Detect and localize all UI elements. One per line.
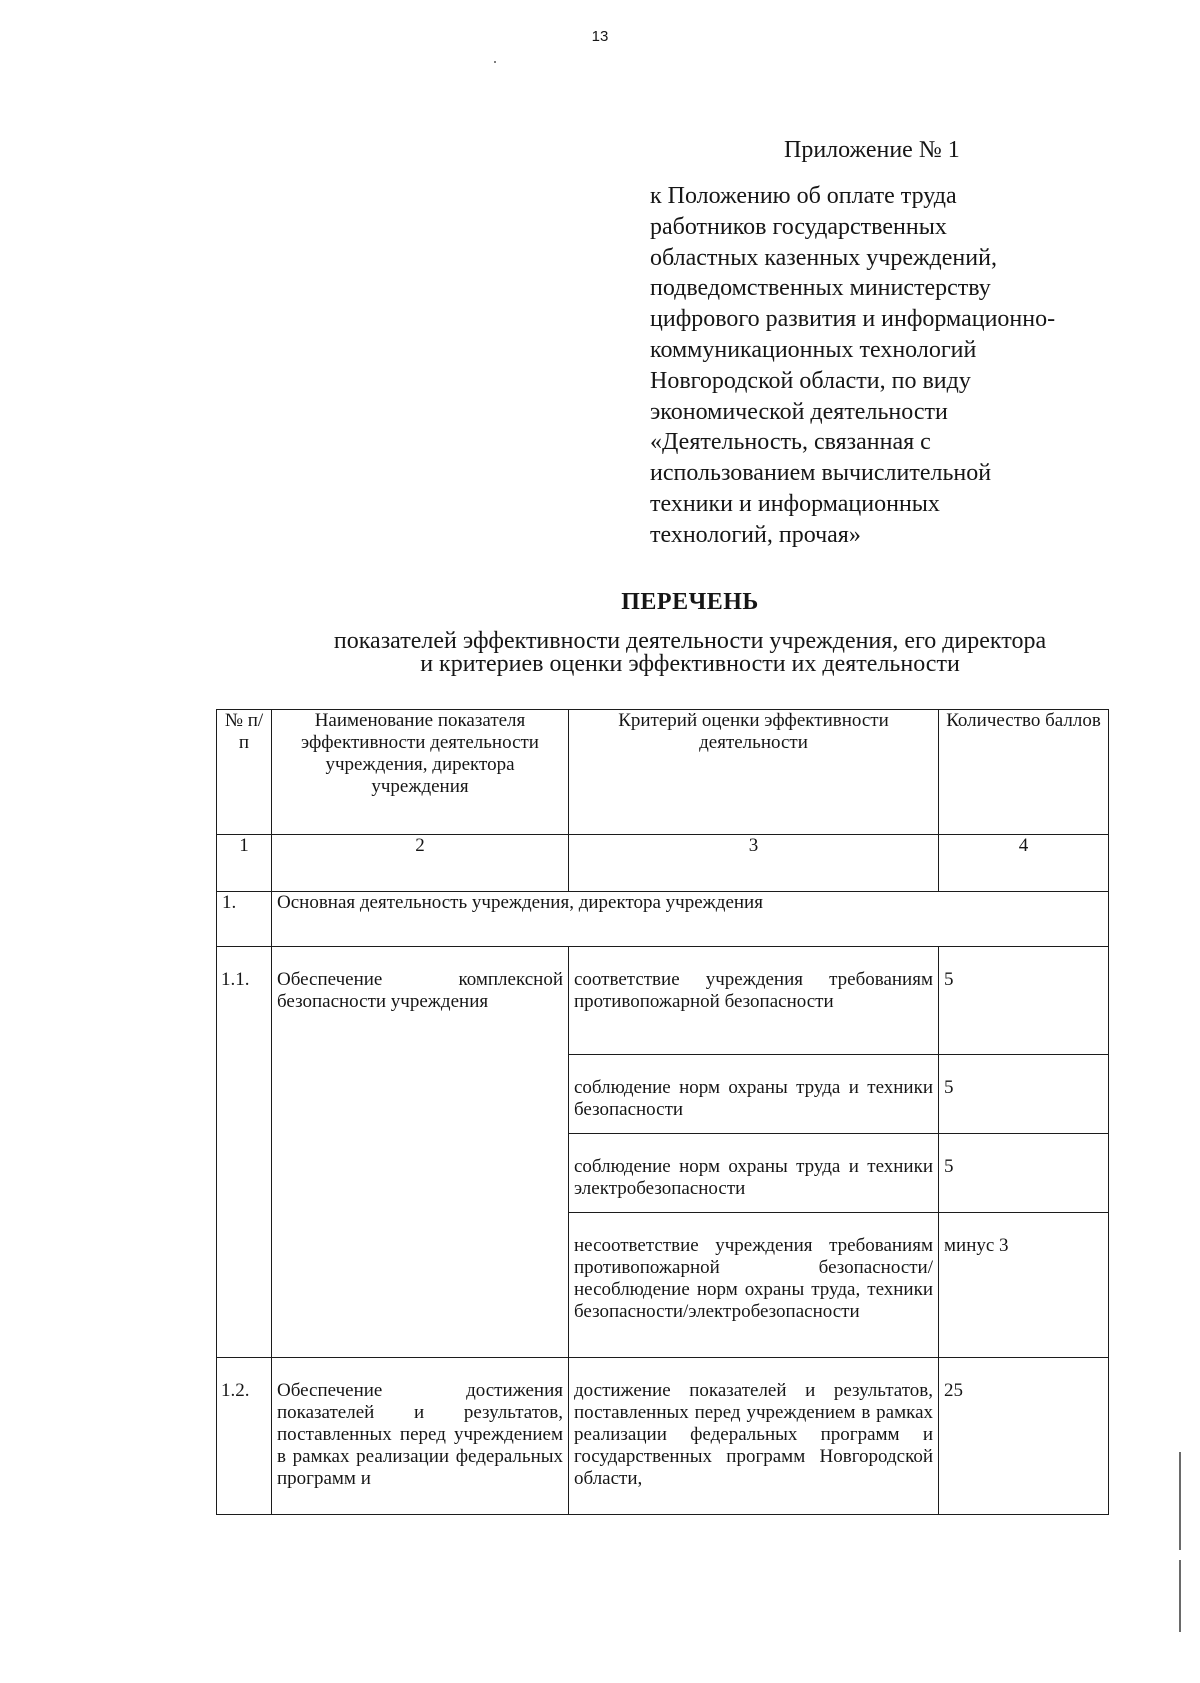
header-indicator-name: Наименование показателя эффективности деятельности учреждения, директора учреждения — [272, 710, 569, 835]
item-number: 1.2. — [217, 1358, 272, 1515]
appendix-line: областных казенных учреждений, — [650, 244, 997, 271]
table-row — [217, 947, 1109, 1055]
column-number: 3 — [569, 835, 939, 892]
appendix-line: «Деятельность, связанная с — [650, 429, 931, 456]
criterion-text: соблюдение норм охраны труда и техники электробезопасности — [569, 1134, 939, 1213]
criterion-points: 5 — [939, 1055, 1109, 1134]
criterion-points: 25 — [939, 1358, 1109, 1515]
header-criterion: Критерий оценки эффективности деятельности — [569, 710, 939, 835]
column-number: 1 — [217, 835, 272, 892]
scan-speck — [494, 61, 496, 63]
table-header-row — [217, 710, 1109, 835]
column-numbers-row — [217, 835, 1109, 892]
criterion-text: соблюдение норм охраны труда и техники безопасности — [569, 1055, 939, 1134]
list-title: ПЕРЕЧЕНЬ — [621, 589, 759, 615]
header-number: № п/п — [217, 710, 272, 835]
appendix-line: экономической деятельности — [650, 398, 948, 425]
list-subtitle-line: показателей эффективности деятельности учреждения, его директора — [333, 628, 1047, 654]
section-number: 1. — [217, 892, 272, 947]
table-row — [217, 1358, 1109, 1515]
criterion-text: соответствие учреждения требованиям противопожарной безопасности — [569, 947, 939, 1055]
column-number: 4 — [939, 835, 1109, 892]
list-subtitle-line: и критериев оценки эффективности их деятельности — [420, 651, 960, 677]
item-number: 1.1. — [217, 947, 272, 1358]
appendix-reference — [650, 181, 1055, 551]
appendix-line: Новгородской области, по виду — [650, 367, 971, 394]
appendix-title: Приложение № 1 — [784, 137, 960, 163]
appendix-line: цифрового развития и информационно- — [650, 306, 1056, 333]
page-number: 13 — [591, 28, 609, 45]
item-name: Обеспечение достижения показателей и результатов, поставленных перед учреждением в рамках реализации федеральных программ и — [272, 1358, 569, 1515]
section-title: Основная деятельность учреждения, директора учреждения — [272, 892, 1109, 947]
section-row — [217, 892, 1109, 947]
column-number: 2 — [272, 835, 569, 892]
criterion-text: несоответствие учреждения требованиям противопожарной безопасности/несоблюдение норм охраны труда, техники безопасности/электробезопасности — [569, 1213, 939, 1358]
criterion-text: достижение показателей и результатов, поставленных перед учреждением в рамках реализации федеральных программ и государственных программ Новгородской области, — [569, 1358, 939, 1515]
criterion-points: минус 3 — [939, 1213, 1109, 1358]
criteria-table — [216, 709, 1109, 1515]
criterion-points: 5 — [939, 947, 1109, 1055]
appendix-line: коммуникационных технологий — [650, 336, 977, 363]
item-name: Обеспечение комплексной безопасности учреждения — [272, 947, 569, 1358]
appendix-line: к Положению об оплате труда — [650, 183, 957, 209]
appendix-line: техники и информационных — [650, 490, 940, 517]
appendix-line: подведомственных министерству — [650, 275, 991, 302]
scan-edge-mark — [1179, 1560, 1181, 1632]
criterion-points: 5 — [939, 1134, 1109, 1213]
header-points: Количество баллов — [939, 710, 1109, 835]
appendix-line: использованием вычислительной — [650, 460, 992, 487]
scan-edge-mark — [1179, 1452, 1181, 1550]
appendix-line: работников государственных — [650, 213, 947, 240]
appendix-line: технологий, прочая» — [650, 521, 861, 548]
